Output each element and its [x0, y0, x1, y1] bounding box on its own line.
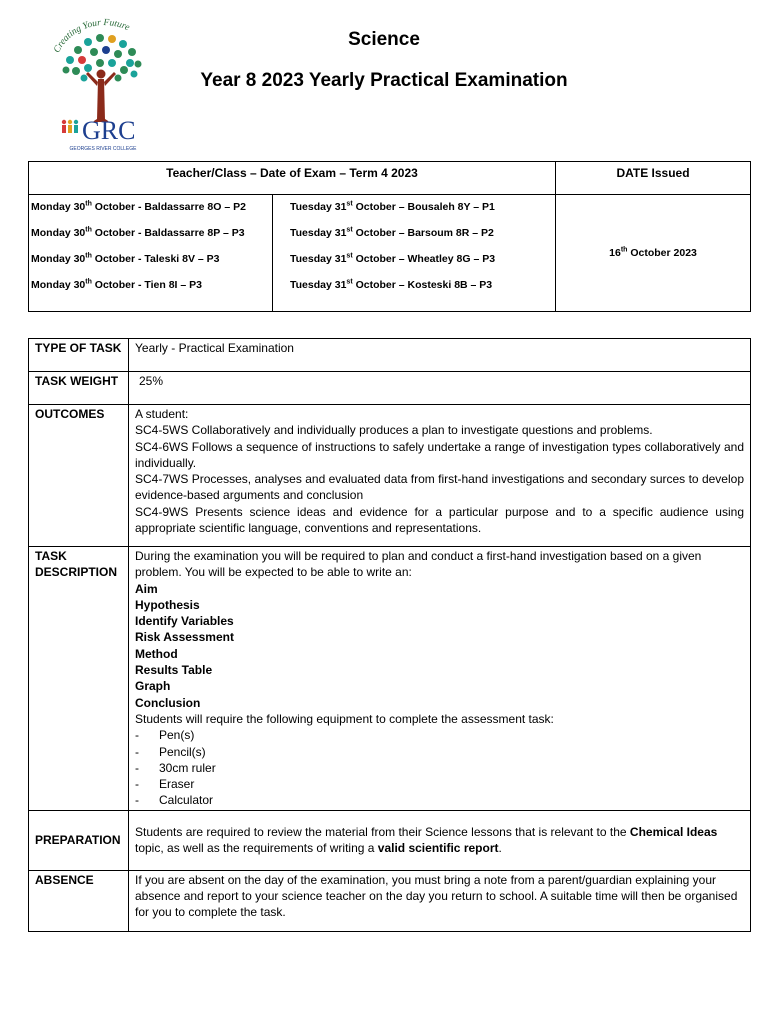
equipment-intro: Students will require the following equipment to complete the assessment task:: [135, 711, 554, 726]
absence-label: ABSENCE: [29, 870, 129, 931]
report-section-item: Conclusion: [135, 695, 201, 710]
exam-schedule-table: [28, 161, 751, 312]
subject-title: Science: [348, 29, 420, 50]
task-weight-value: 25%: [129, 372, 751, 405]
description-intro: During the examination you will be required to plan and conduct a first-hand investigation based on a given problem. You will be expected to be able to write an:: [135, 549, 702, 580]
report-section-item: Method: [135, 646, 178, 661]
session-line: Monday 30th October - Baldassarre 8P – P3: [31, 226, 245, 239]
task-description-label: TASK DESCRIPTION: [29, 547, 129, 811]
tuesday-sessions: [273, 195, 556, 312]
report-section-item: Graph: [135, 679, 171, 694]
equipment-item: - Pencil(s): [135, 744, 206, 759]
outcome-item: A student:: [135, 407, 189, 421]
type-of-task-value: Yearly - Practical Examination: [129, 339, 751, 372]
report-section-item: Aim: [135, 581, 158, 596]
equipment-item: - Eraser: [135, 777, 195, 792]
session-line: Tuesday 31st October – Kosteski 8B – P3: [290, 278, 493, 291]
preparation-text: Students are required to review the material from their Science lessons that is relevant to the Chemical Ideas topic, as well as the requirements of writing a valid scientific report.: [129, 810, 751, 870]
date-issued-value: 16th October 2023: [556, 195, 751, 312]
report-section-item: Risk Assessment: [135, 630, 234, 645]
task-weight-label: TASK WEIGHT: [29, 372, 129, 405]
logo-figures: [62, 120, 78, 133]
session-line: Tuesday 31st October – Barsoum 8R – P2: [290, 226, 494, 239]
logo-initials: GRC: [82, 116, 136, 145]
equipment-item: - Pen(s): [135, 728, 195, 743]
outcome-item: SC4-7WS Processes, analyses and evaluated data from first-hand investigations and secondary surces to develop evidence-based arguments and conclusion: [135, 472, 744, 503]
outcome-item: SC4-9WS Presents science ideas and evidence for a particular purpose and to a specific audience using appropriate scientific language, conventions and representations.: [135, 504, 744, 536]
date-issued-header: DATE Issued: [556, 162, 751, 195]
report-section-item: Identify Variables: [135, 614, 234, 629]
outcome-item: SC4-6WS Follows a sequence of instructions to safely undertake a range of investigation types collaboratively and individually.: [135, 439, 744, 470]
report-section-item: Hypothesis: [135, 597, 200, 612]
outcome-item: SC4-5WS Collaboratively and individually produces a plan to investigate questions and problems.: [135, 423, 653, 438]
outcomes-list: [129, 405, 751, 547]
schedule-header: Teacher/Class – Date of Exam – Term 4 2023: [29, 162, 556, 195]
preparation-label: PREPARATION: [29, 810, 129, 870]
exam-title: Year 8 2023 Yearly Practical Examination: [200, 70, 568, 91]
session-line: Tuesday 31st October – Wheatley 8G – P3: [290, 252, 496, 265]
session-line: Monday 30th October - Taleski 8V – P3: [31, 252, 220, 265]
outcomes-label: OUTCOMES: [29, 405, 129, 547]
absence-text: If you are absent on the day of the examination, you must bring a note from a parent/guardian explaining your absence and report to your science teacher on the day you return to school. A suitable time will then be organised for you to complete the task.: [129, 870, 751, 931]
logo-arc-text: Creating Your Future: [52, 18, 131, 55]
equipment-item: - Calculator: [135, 793, 214, 808]
session-line: Monday 30th October - Tien 8I – P3: [31, 278, 202, 291]
type-of-task-label: TYPE OF TASK: [29, 339, 129, 372]
task-details-table: [28, 338, 751, 932]
session-line: Tuesday 31st October – Bousaleh 8Y – P1: [290, 200, 495, 213]
session-line: Monday 30th October - Baldassarre 8O – P2: [31, 200, 246, 213]
monday-sessions: [29, 195, 273, 312]
logo-subtitle: GEORGES RIVER COLLEGE: [69, 146, 137, 152]
report-section-item: Results Table: [135, 663, 213, 678]
equipment-item: - 30cm ruler: [135, 760, 216, 775]
task-description: [129, 547, 751, 811]
